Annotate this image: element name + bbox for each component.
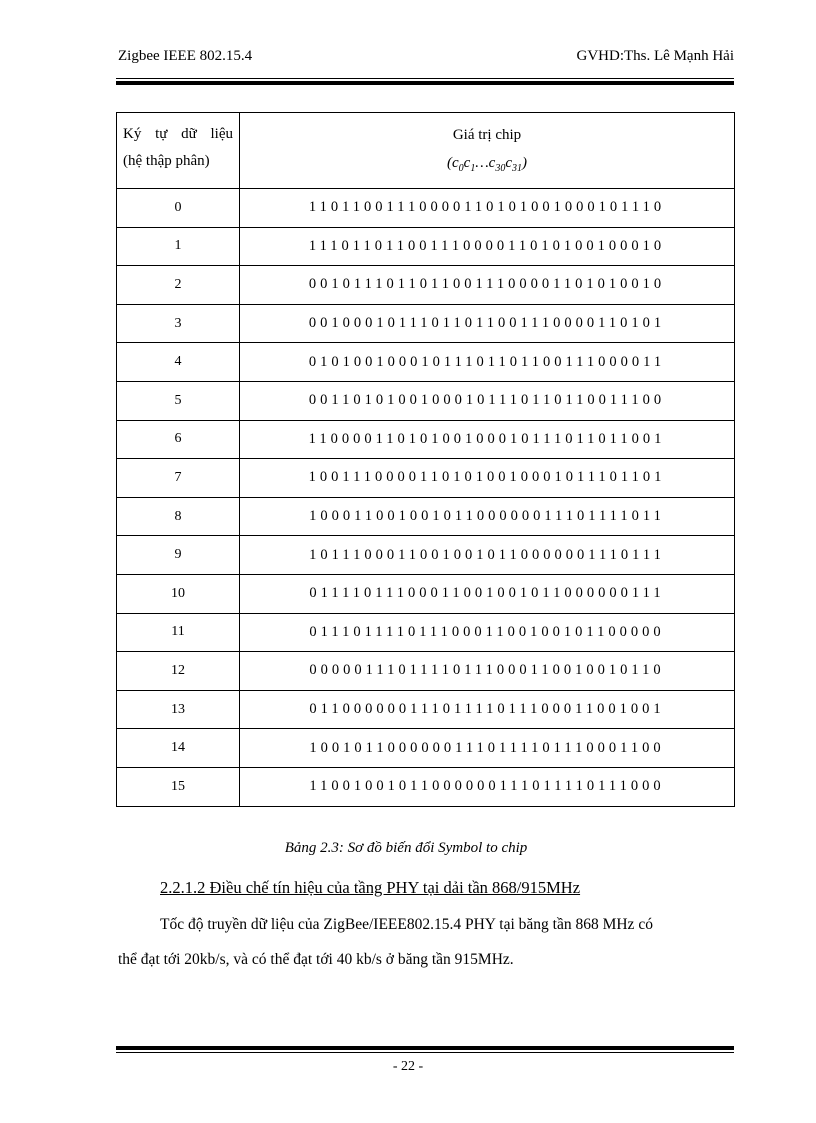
table-row [117, 536, 735, 575]
symbol-cell: 9 [117, 536, 240, 575]
header-supervisor: GVHD:Ths. Lê Mạnh Hải [576, 48, 734, 64]
chip-cell: 01100000011101111011100011001001 [240, 690, 735, 729]
symbol-cell: 4 [117, 343, 240, 382]
chip-cell: 00101110110110011100001101010010 [240, 266, 735, 305]
chip-cell: 00110101001000101110110110011100 [240, 381, 735, 420]
symbol-cell: 8 [117, 497, 240, 536]
table-row [117, 613, 735, 652]
header-rule-thin [116, 78, 734, 79]
chip-cell: 01111011100011001001011000000111 [240, 574, 735, 613]
chip-cell: 10010110000001110111101110001100 [240, 729, 735, 768]
paragraph-line-1: Tốc độ truyền dữ liệu của ZigBee/IEEE802.15.4 PHY tại băng tần 868 MHz có [160, 916, 653, 933]
chip-cell: 11101101100111000011010100100010 [240, 227, 735, 266]
symbol-cell: 0 [117, 189, 240, 228]
footer-rule-thin [116, 1052, 734, 1053]
table-row [117, 690, 735, 729]
symbol-to-chip-table [116, 112, 735, 807]
chip-cell: 11011001110000110101001000101110 [240, 189, 735, 228]
chip-cell: 10001100100101100000011101111011 [240, 497, 735, 536]
footer-rule-thick [116, 1046, 734, 1050]
chip-header-title: Giá trị chip [452, 127, 522, 143]
chip-cell: 10011100001101010010001011101101 [240, 459, 735, 498]
symbol-column-header [117, 113, 240, 189]
chip-cell: 01110111101110001100100101100000 [240, 613, 735, 652]
header-word: tự [155, 126, 168, 142]
symbol-cell: 3 [117, 304, 240, 343]
symbol-cell: 12 [117, 652, 240, 691]
symbol-cell: 6 [117, 420, 240, 459]
paragraph-line-2: thể đạt tới 20kb/s, và có thể đạt tới 40 kb/s ở băng tần 915MHz. [118, 951, 514, 968]
symbol-cell: 2 [117, 266, 240, 305]
symbol-cell: 5 [117, 381, 240, 420]
chip-column-header [240, 113, 735, 189]
header-line2: (hệ thập phân) [123, 153, 210, 169]
table-row [117, 767, 735, 806]
symbol-cell: 14 [117, 729, 240, 768]
header-word: liệu [210, 126, 233, 142]
table-header-row [117, 113, 735, 189]
header-word: Ký [123, 126, 142, 142]
table-row [117, 729, 735, 768]
table-row [117, 652, 735, 691]
table-row [117, 227, 735, 266]
table-row [117, 420, 735, 459]
table-row [117, 189, 735, 228]
table-row [117, 381, 735, 420]
symbol-cell: 15 [117, 767, 240, 806]
table-row [117, 497, 735, 536]
table-row [117, 266, 735, 305]
symbol-cell: 11 [117, 613, 240, 652]
table-row [117, 343, 735, 382]
chip-header-formula: $(c_0c_1\dots c_{30}c_{31})$ [446, 155, 528, 174]
symbol-cell: 10 [117, 574, 240, 613]
chip-cell: 00100010111011011001110000110101 [240, 304, 735, 343]
header-rule-thick [116, 81, 734, 85]
table-row [117, 574, 735, 613]
chip-cell: 01010010001011101101100111000011 [240, 343, 735, 382]
table-caption: Bảng 2.3: Sơ đồ biến đổi Symbol to chip [284, 840, 528, 856]
chip-cell: 00000111011110111000110010010110 [240, 652, 735, 691]
chip-cell: 11001001011000000111011110111000 [240, 767, 735, 806]
symbol-cell: 1 [117, 227, 240, 266]
table-row [117, 304, 735, 343]
chip-cell: 10111000110010010110000001110111 [240, 536, 735, 575]
symbol-cell: 7 [117, 459, 240, 498]
header-word: dữ [181, 126, 197, 142]
table-row [117, 459, 735, 498]
page-number: - 22 - [392, 1059, 424, 1074]
header-title: Zigbee IEEE 802.15.4 [118, 48, 253, 64]
chip-cell: 11000011010100100010111011011001 [240, 420, 735, 459]
section-heading: 2.2.1.2 Điều chế tín hiệu của tầng PHY tại dải tần 868/915MHz [160, 878, 581, 897]
symbol-cell: 13 [117, 690, 240, 729]
